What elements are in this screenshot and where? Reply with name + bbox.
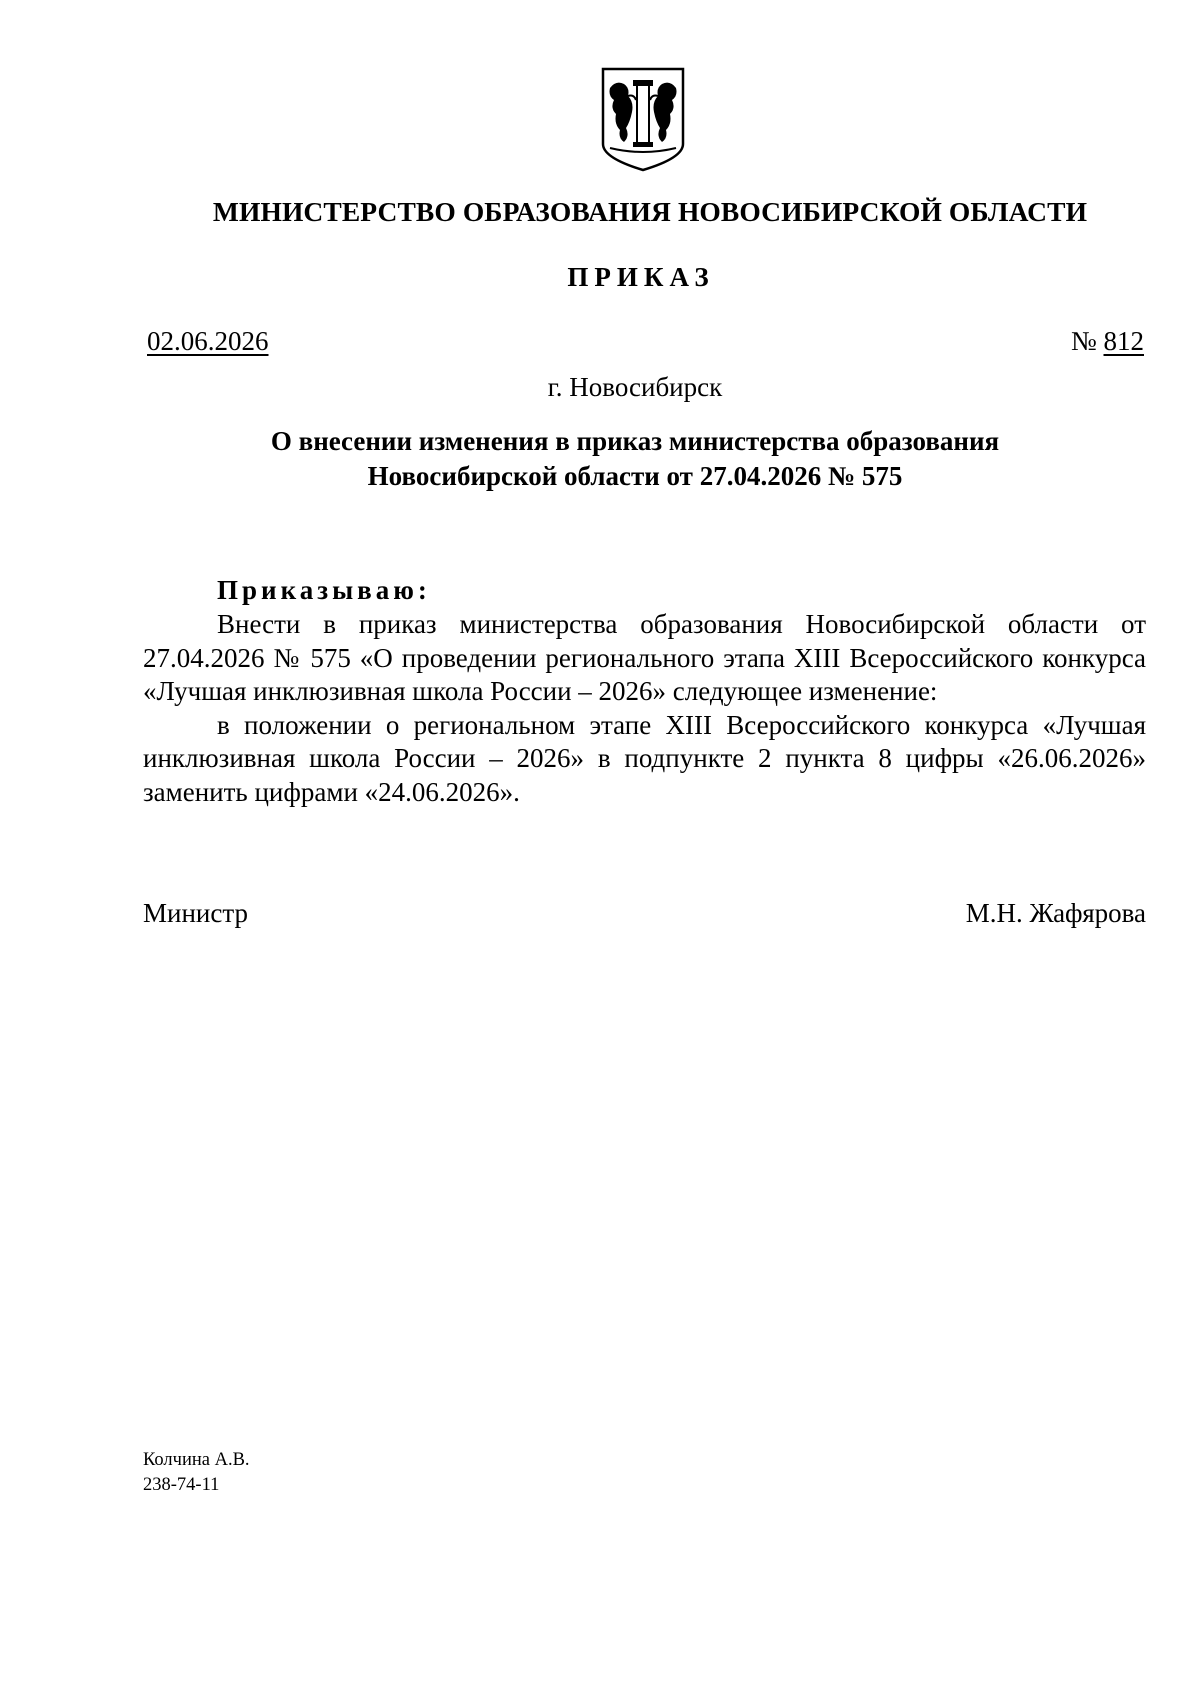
order-subject-line-2: Новосибирской области от 27.04.2026 № 575 [367,461,903,491]
city-name: г. Новосибирск [547,372,723,402]
signatory-role: Министр [143,898,248,928]
order-subject-line-1: О внесении изменения в приказ министерства образования [270,426,1000,456]
executor-phone: 238-74-11 [143,1475,220,1495]
coat-of-arms-icon [600,66,686,174]
order-date: 02.06.2026 [147,326,269,356]
signatory-name: М.Н. Жафярова [965,898,1146,928]
executor-info [143,1448,250,1498]
body-paragraph-2: в положении о региональном этапе XIII Всероссийского конкурса «Лучшая инклюзивная школа России – 2026» в подпункте 2 пункта 8 цифры «26.06.2026» заменить цифрами «24.06.2026». [143,709,1146,807]
executor-name: Колчина А.В. [143,1450,250,1470]
order-subject [0,424,1200,494]
decree-word: Приказываю: [217,575,431,605]
order-number-prefix: № [1070,326,1104,356]
order-body [143,608,1146,809]
ministry-name: МИНИСТЕРСТВО ОБРАЗОВАНИЯ НОВОСИБИРСКОЙ ОБЛАСТИ [212,196,1088,227]
order-number-value: 812 [1103,326,1144,356]
document-type-title: ПРИКАЗ [567,262,715,292]
body-paragraph-1: Внести в приказ министерства образования Новосибирской области от 27.04.2026 № 575 «О проведении регионального этапа XIII Всероссийского конкурса «Лучшая инклюзивная школа России – 2026» следующее изменение: [143,609,1146,706]
order-number [1071,326,1144,357]
